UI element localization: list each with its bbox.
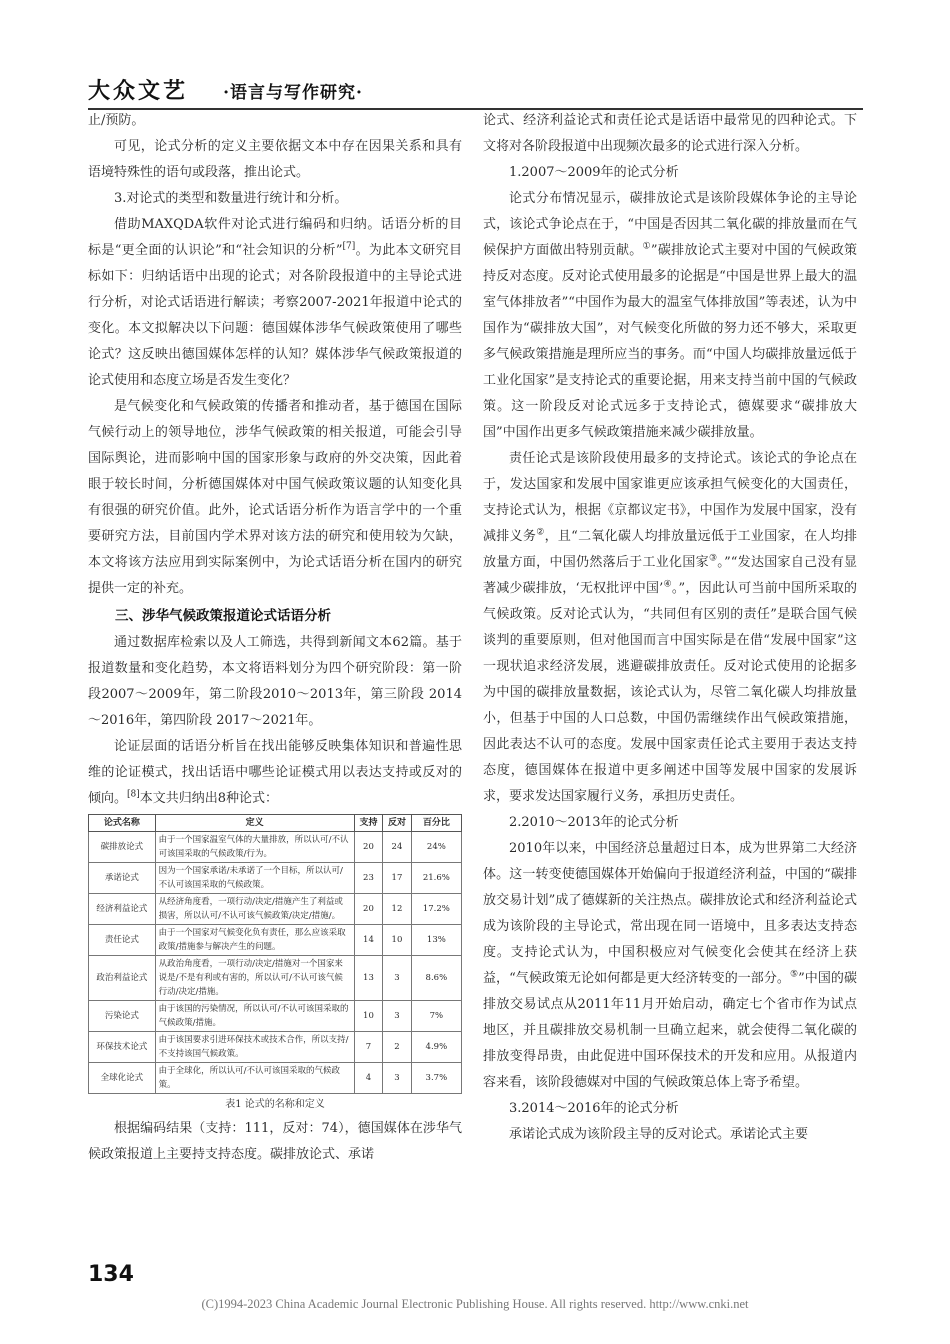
percentage: 24%	[411, 832, 461, 863]
support-count: 7	[354, 1032, 383, 1063]
paragraph	[88, 734, 462, 812]
support-count: 20	[354, 894, 383, 925]
table-caption: 表1 论式的名称和定义	[225, 1099, 325, 1110]
table-row	[89, 832, 462, 863]
table-header: 反对	[383, 815, 412, 832]
oppose-count: 10	[383, 925, 412, 956]
argument-name: 责任论式	[89, 925, 156, 956]
table-row	[89, 863, 462, 894]
support-count: 20	[354, 832, 383, 863]
text-run: 。”“发达国家自己没有显著减少碳排放，‘无权批评中国’	[483, 555, 857, 596]
footnote-ref: ①	[642, 241, 651, 252]
argument-name: 全球化论式	[89, 1063, 156, 1094]
percentage: 4.9%	[411, 1032, 461, 1063]
footnote-ref: ③	[708, 553, 718, 564]
citation-ref: [7]	[342, 241, 356, 252]
paragraph: 论式、经济利益论式和责任论式是话语中最常见的四种论式。下文将对各阶段报道中出现频次最多的论式进行深入分析。	[483, 113, 857, 154]
paragraph	[483, 186, 857, 446]
paragraph: 可见，论式分析的定义主要依据文本中存在因果关系和具有语境特殊性的语句或段落，推出论式。	[88, 139, 462, 180]
text-run: 本文共归纳出8种论式：	[139, 791, 279, 806]
table-row	[89, 1063, 462, 1094]
argument-name: 政治利益论式	[89, 956, 156, 1001]
percentage: 21.6%	[411, 863, 461, 894]
table-header-row	[89, 815, 462, 832]
paragraph: 3.对论式的类型和数量进行统计和分析。	[114, 191, 348, 206]
journal-name: 大众文艺	[88, 78, 189, 104]
percentage: 13%	[411, 925, 461, 956]
percentage: 3.7%	[411, 1063, 461, 1094]
subsection-heading: 1.2007～2009年的论式分析	[509, 165, 679, 180]
left-column	[88, 108, 462, 1168]
support-count: 13	[354, 956, 383, 1001]
argument-name: 环保技术论式	[89, 1032, 156, 1063]
argument-name: 承诺论式	[89, 863, 156, 894]
argument-definition: 由于一个国家温室气体的大量排放，所以认可/不认可该国采取的气候政策/行为。	[155, 832, 354, 863]
argument-table	[88, 814, 462, 1094]
text-run: 2010年以来，中国经济总量超过日本，成为世界第二大经济体。这一转变使德国媒体开始偏向于报道经济利益，中国的“碳排放交易计划”成了德媒新的关注热点。碳排放论式和经济利益论式成为该阶段的主导论式，常出现在同一语境中，且多表达支持态度。支持论式认为，中国积极应对气候变化会使其在经济上获益，“气候政策无论如何都是更大经济转变的一部分。	[483, 841, 857, 986]
paragraph: 止/预防。	[88, 113, 145, 128]
footnote-ref: ④	[663, 579, 672, 590]
argument-definition: 由于该国要求引进环保技术或技术合作，所以支持/不支持该国气候政策。	[155, 1032, 354, 1063]
oppose-count: 3	[383, 1063, 412, 1094]
percentage: 7%	[411, 1001, 461, 1032]
oppose-count: 3	[383, 1001, 412, 1032]
support-count: 23	[354, 863, 383, 894]
page-number: 134	[88, 1262, 134, 1287]
text-run: 论证层面的话语分析旨在找出能够反映集体知识和普遍性思维的论证模式，找出话语中哪些论证模式用以表达支持或反对的倾向。	[88, 739, 462, 806]
oppose-count: 17	[383, 863, 412, 894]
text-run: 论式分布情况显示，碳排放论式是该阶段媒体争论的主导论式，该论式争论点在于，“中国是否因其二氧化碳的排放量而在气候保护方面做出特别贡献。	[483, 191, 857, 258]
paragraph: 是气候变化和气候政策的传播者和推动者，基于德国在国际气候行动上的领导地位，涉华气候政策的相关报道，可能会引导国际舆论，进而影响中国的国家形象与政府的外交决策，因此着眼于较长时间，分析德国媒体对中国气候政策议题的认知变化具有很强的研究价值。此外，论式话语分析作为语言学中的一个重要研究方法，目前国内学术界对该方法的研究和使用较为欠缺，本文将该方法应用到实际案例中，为论式话语分析在国内的研究提供一定的补充。	[88, 399, 462, 596]
footnote-ref: ⑤	[789, 969, 799, 980]
subsection-heading: 2.2010～2013年的论式分析	[509, 815, 679, 830]
argument-definition: 因为一个国家承诺/未承诺了一个目标，所以认可/不认可该国采取的气候政策。	[155, 863, 354, 894]
percentage: 8.6%	[411, 956, 461, 1001]
table-row	[89, 956, 462, 1001]
table-row	[89, 1032, 462, 1063]
text-run: ，且“二氧化碳人均排放量远低于工业国家，在人均排放量方面，中国仍然落后于工业化国家	[483, 529, 857, 570]
table-row	[89, 1001, 462, 1032]
paragraph: 根据编码结果（支持：111，反对：74），德国媒体在涉华气候政策报道上主要持支持态度。碳排放论式、承诺	[88, 1121, 462, 1162]
oppose-count: 2	[383, 1032, 412, 1063]
text-run: 责任论式是该阶段使用最多的支持论式。该论式的争论点在于，发达国家和发展中国家谁更应该承担气候变化的大国责任，支持论式认为，根据《京都议定书》，中国作为发展中国家，没有减排义务	[483, 451, 857, 544]
section-heading: 三、涉华气候政策报道论式话语分析	[115, 608, 331, 624]
copyright-footer: (C)1994-2023 China Academic Journal Electronic Publishing House. All rights reserved. http://www.cnki.net	[201, 1297, 749, 1311]
argument-definition: 由于全球化，所以认可/不认可该国采取的气候政策。	[155, 1063, 354, 1094]
text-run: 。”，因此认可当前中国所采取的气候政策。反对论式认为，“共同但有区别的责任”是联合国气候谈判的重要原则，但对他国而言中国实际是在借“发展中国家”这一现状追求经济发展，逃避碳排放责任。反对论式使用的论据多为中国的碳排放量数据，该论式认为，尽管二氧化碳人均排放量小，但基于中国的人口总数，中国仍需继续作出气候政策措施，因此表达不认可的态度。发展中国家责任论式主要用于表达支持态度，德国媒体在报道中更多阐述中国等发展中国家的发展诉求，要求发达国家履行义务，承担历史责任。	[483, 581, 858, 804]
argument-definition: 由于一个国家对气候变化负有责任，那么应该采取政策/措施参与解决产生的问题。	[155, 925, 354, 956]
support-count: 4	[354, 1063, 383, 1094]
column-title: ·语言与写作研究·	[223, 83, 363, 103]
oppose-count: 24	[383, 832, 412, 863]
paragraph	[483, 836, 857, 1096]
table-header: 论式名称	[89, 815, 156, 832]
right-column	[483, 108, 857, 1148]
paragraph	[483, 446, 857, 810]
text-run: ”碳排放论式主要对中国的气候政策持反对态度。反对论式使用最多的论据是“中国是世界上最大的温室气体排放者”“中国作为最大的温室气体排放国”等表述，认为中国作为“碳排放大国”，对气候变化所做的努力还不够大，采取更多气候政策措施是理所应当的事务。而“中国人均碳排放量远低于工业化国家”是支持论式的重要论据，用来支持当前中国的气候政策。这一阶段反对论式远多于支持论式，德媒要求“碳排放大国”中国作出更多气候政策措施来减少碳排放量。	[483, 243, 857, 440]
text-run: ”中国的碳排放交易试点从2011年11月开始启动，确定七个省市作为试点地区，并且碳排放交易机制一旦确立起来，就会使得二氧化碳的排放变得昂贵，由此促进中国环保技术的开发和应用。从报道内容来看，该阶段德媒对中国的气候政策总体上寄予希望。	[483, 971, 857, 1090]
running-header	[88, 74, 868, 108]
citation-ref: [8]	[127, 789, 140, 800]
subsection-heading: 3.2014～2016年的论式分析	[509, 1101, 679, 1116]
table-row	[89, 925, 462, 956]
text-run: 借助MAXQDA软件对论式进行编码和归纳。话语分析的目标是“更全面的认识论”和“社会知识的分析”	[88, 217, 462, 258]
paragraph: 通过数据库检索以及人工筛选，共得到新闻文本62篇。基于报道数量和变化趋势，本文将语料划分为四个研究阶段：第一阶段2007～2009年，第二阶段2010～2013年，第三阶段 2014～2016年，第四阶段 2017～2021年。	[88, 635, 462, 728]
table-header: 定义	[155, 815, 354, 832]
argument-name: 碳排放论式	[89, 832, 156, 863]
oppose-count: 12	[383, 894, 412, 925]
footnote-ref: ②	[536, 527, 545, 538]
oppose-count: 3	[383, 956, 412, 1001]
argument-definition: 由于该国的污染情况，所以认可/不认可该国采取的气候政策/措施。	[155, 1001, 354, 1032]
paragraph: 承诺论式成为该阶段主导的反对论式。承诺论式主要	[509, 1127, 809, 1142]
table-header: 百分比	[411, 815, 461, 832]
argument-definition: 从经济角度看，一项行动/决定/措施产生了利益或损害，所以认可/不认可该气候政策/决定/措施/。	[155, 894, 354, 925]
argument-name: 污染论式	[89, 1001, 156, 1032]
support-count: 14	[354, 925, 383, 956]
percentage: 17.2%	[411, 894, 461, 925]
table-row	[89, 894, 462, 925]
paragraph	[88, 212, 462, 394]
support-count: 10	[354, 1001, 383, 1032]
argument-definition: 从政治角度看，一项行动/决定/措施对一个国家来说是/不是有利或有害的，所以认可/不认可该气候行动/决定/措施。	[155, 956, 354, 1001]
argument-name: 经济利益论式	[89, 894, 156, 925]
text-run: 。为此本文研究目标如下：归纳话语中出现的论式；对各阶段报道中的主导论式进行分析，对论式话语进行解读；考察2007-2021年报道中论式的变化。本文拟解决以下问题：德国媒体涉华气候政策使用了哪些论式？这反映出德国媒体怎样的认知？媒体涉华气候政策报道的论式使用和态度立场是否发生变化？	[88, 243, 462, 388]
table-header: 支持	[354, 815, 383, 832]
